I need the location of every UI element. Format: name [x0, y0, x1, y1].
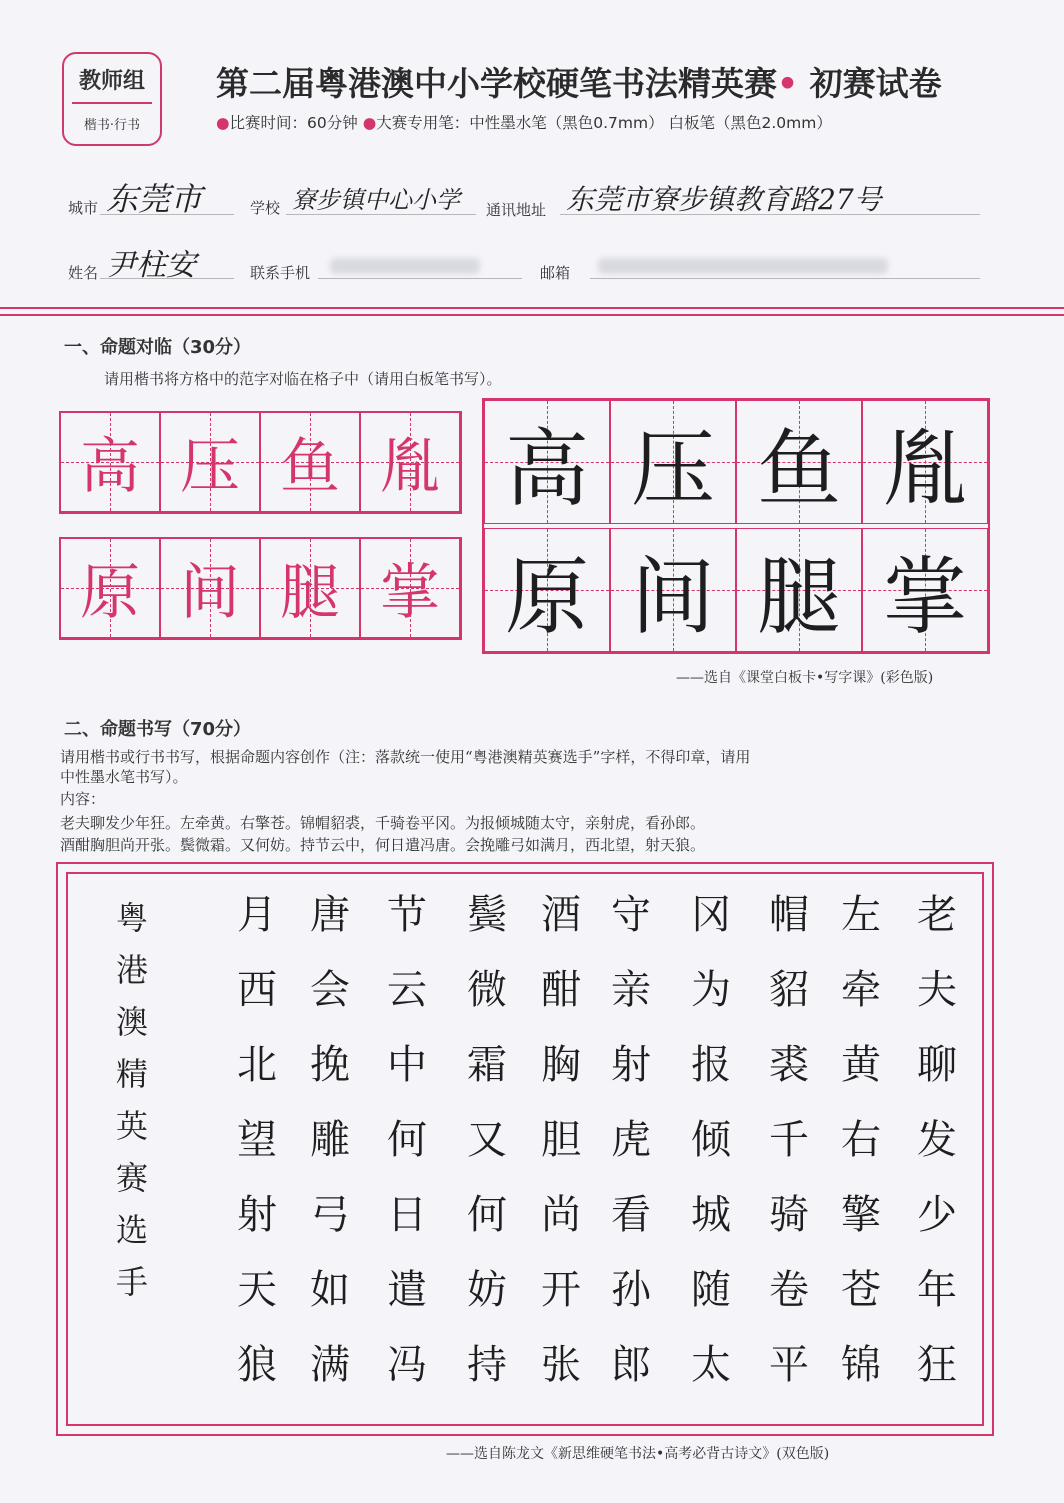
content-label: 内容： — [60, 790, 106, 808]
poem-character: 少 — [917, 1192, 957, 1238]
model-character: 胤 — [380, 432, 440, 502]
poem-character: 帽 — [769, 892, 809, 938]
poem-character: 张 — [541, 1342, 581, 1388]
bullet-icon: ● — [362, 114, 377, 132]
signature-character: 澳 — [115, 1003, 148, 1041]
model-character: 掌 — [882, 547, 967, 646]
poem-character: 尚 — [541, 1192, 581, 1238]
poem-character: 夫 — [917, 967, 957, 1013]
poem-character: 遣 — [387, 1267, 427, 1313]
title-main: 第二届粤港澳中小学校硬笔书法精英赛 — [216, 64, 777, 103]
poem-character: 郎 — [611, 1342, 651, 1388]
poem-column — [684, 878, 738, 1403]
section1-source: ——选自《课堂白板卡•写字课》(彩色版) — [676, 670, 934, 686]
poem-character: 孙 — [611, 1267, 651, 1313]
poem-line-1: 老夫聊发少年狂。左牵黄。右擎苍。锦帽貂裘，千骑卷平冈。为报倾城随太守，亲射虎，看孙郎。 — [60, 814, 706, 832]
poem-character: 月 — [237, 892, 277, 938]
poem-character: 为 — [691, 967, 731, 1013]
poem-character: 霜 — [467, 1042, 507, 1088]
poem-character: 狂 — [917, 1342, 957, 1388]
name-underline — [100, 278, 234, 279]
poem-character: 雕 — [310, 1117, 350, 1163]
poem-character: 射 — [611, 1042, 651, 1088]
pen-requirement: 大赛专用笔：中性墨水笔（黑色0.7mm） 白板笔（黑色2.0mm） — [376, 114, 832, 132]
poem-character: 卷 — [769, 1267, 809, 1313]
poem-character: 冈 — [691, 892, 731, 938]
poem-character: 牵 — [841, 967, 881, 1013]
signature-character: 选 — [115, 1211, 148, 1249]
poem-character: 报 — [691, 1042, 731, 1088]
model-character: 原 — [80, 558, 140, 628]
badge-style-label: 楷书·行书 — [83, 118, 141, 133]
badge-group-label: 教师组 — [78, 69, 145, 94]
poem-character: 微 — [467, 967, 507, 1013]
poem-character: 北 — [237, 1042, 277, 1088]
poem-character: 左 — [841, 892, 881, 938]
signature-character: 英 — [115, 1107, 148, 1145]
poem-character: 满 — [310, 1342, 350, 1388]
poem-character: 右 — [841, 1117, 881, 1163]
poem-character: 节 — [387, 892, 427, 938]
poem-character: 平 — [769, 1342, 809, 1388]
signature-character: 港 — [115, 951, 148, 989]
poem-character: 酒 — [541, 892, 581, 938]
signature-character: 赛 — [115, 1159, 148, 1197]
poem-character: 黄 — [841, 1042, 881, 1088]
poem-character: 城 — [691, 1192, 731, 1238]
model-character: 间 — [630, 547, 715, 646]
poem-character: 随 — [691, 1267, 731, 1313]
poem-character: 持 — [467, 1342, 507, 1388]
signature-character: 手 — [115, 1263, 148, 1301]
poem-character: 何 — [387, 1117, 427, 1163]
divider-rule — [0, 314, 1064, 316]
poem-character: 千 — [769, 1117, 809, 1163]
poem-character: 中 — [387, 1042, 427, 1088]
grid-frame — [482, 398, 990, 654]
poem-character: 挽 — [310, 1042, 350, 1088]
poem-character: 苍 — [841, 1267, 881, 1313]
poem-column — [460, 878, 514, 1403]
poem-character: 守 — [611, 892, 651, 938]
poem-character: 擎 — [841, 1192, 881, 1238]
poem-character: 发 — [917, 1117, 957, 1163]
section2-instruction-line1: 请用楷书或行书书写，根据命题内容创作（注：落款统一使用“粤港澳精英赛选手”字样，不得印章，请用 — [60, 748, 751, 766]
title-end: 初赛试卷 — [809, 64, 942, 103]
poem-character: 射 — [237, 1192, 277, 1238]
poem-character: 年 — [917, 1267, 957, 1313]
poem-character: 胆 — [541, 1117, 581, 1163]
signature-character: 精 — [115, 1055, 148, 1093]
poem-character: 如 — [310, 1267, 350, 1313]
title-separator: • — [777, 64, 799, 103]
model-character: 高 — [80, 432, 140, 502]
signature-column — [112, 892, 152, 1308]
model-character: 间 — [180, 558, 240, 628]
group-badge — [62, 52, 162, 146]
poem-column — [303, 878, 357, 1403]
model-character: 高 — [504, 419, 589, 518]
email-redacted — [598, 258, 888, 274]
address-field[interactable]: 东莞市寮步镇教育路27号 — [566, 183, 882, 216]
model-character: 掌 — [380, 558, 440, 628]
model-character: 压 — [180, 432, 240, 502]
model-character: 腿 — [280, 558, 340, 628]
poem-column — [380, 878, 434, 1403]
phone-underline — [318, 278, 522, 279]
city-field[interactable]: 东莞市 — [106, 180, 203, 218]
poem-character: 锦 — [841, 1342, 881, 1388]
page-title — [216, 58, 942, 105]
poem-character: 太 — [691, 1342, 731, 1388]
poem-character: 开 — [541, 1267, 581, 1313]
poem-character: 会 — [310, 967, 350, 1013]
name-label: 姓名 — [68, 264, 99, 282]
address-underline — [560, 214, 980, 215]
model-character: 腿 — [756, 547, 841, 646]
poem-character: 天 — [237, 1267, 277, 1313]
poem-column — [230, 878, 284, 1403]
address-label: 通讯地址 — [486, 201, 547, 219]
model-character: 鱼 — [756, 419, 841, 518]
name-field[interactable]: 尹柱安 — [106, 248, 196, 283]
poem-character: 又 — [467, 1117, 507, 1163]
city-label: 城市 — [68, 199, 99, 217]
poem-character: 何 — [467, 1192, 507, 1238]
section1-title: 一、命题对临（30分） — [64, 337, 252, 358]
poem-character: 老 — [917, 892, 957, 938]
school-underline — [286, 214, 476, 215]
poem-character: 西 — [237, 967, 277, 1013]
poem-character: 狼 — [237, 1342, 277, 1388]
grid-frame — [59, 537, 462, 640]
school-field[interactable]: 寮步镇中心小学 — [292, 186, 460, 214]
exam-info-line — [216, 111, 832, 133]
poem-character: 亲 — [611, 967, 651, 1013]
exam-time: 比赛时间：60分钟 — [229, 114, 358, 132]
poem-character: 貂 — [769, 967, 809, 1013]
grid-frame — [59, 411, 462, 514]
divider-rule — [0, 307, 1064, 309]
model-character: 原 — [504, 547, 589, 646]
poem-character: 弓 — [310, 1192, 350, 1238]
signature-character: 粤 — [115, 899, 148, 937]
poem-character: 看 — [611, 1192, 651, 1238]
model-character: 胤 — [882, 419, 967, 518]
poem-character: 鬓 — [467, 892, 507, 938]
email-label: 邮箱 — [540, 264, 571, 282]
poem-column — [910, 878, 964, 1403]
poem-column — [762, 878, 816, 1403]
poem-character: 倾 — [691, 1117, 731, 1163]
poem-character: 裘 — [769, 1042, 809, 1088]
poem-column — [834, 878, 888, 1403]
poem-character: 虎 — [611, 1117, 651, 1163]
poem-character: 唐 — [310, 892, 350, 938]
poem-character: 胸 — [541, 1042, 581, 1088]
poem-line-2: 酒酣胸胆尚开张。鬓微霜。又何妨。持节云中，何日遣冯唐。会挽雕弓如满月，西北望，射天狼。 — [60, 836, 706, 854]
section2-title: 二、命题书写（70分） — [64, 719, 252, 740]
model-character: 鱼 — [280, 432, 340, 502]
section1-instruction: 请用楷书将方格中的范字对临在格子中（请用白板笔书写）。 — [104, 370, 502, 388]
poem-character: 望 — [237, 1117, 277, 1163]
section2-source: ——选自陈龙文《新思维硬笔书法•高考必背古诗文》(双色版) — [446, 1446, 830, 1462]
email-underline — [590, 278, 980, 279]
section2-instruction-line2: 中性墨水笔书写）。 — [60, 768, 188, 786]
city-underline — [100, 214, 234, 215]
poem-column — [534, 878, 588, 1403]
bullet-icon: ● — [216, 114, 230, 132]
poem-character: 酣 — [541, 967, 581, 1013]
poem-character: 聊 — [917, 1042, 957, 1088]
badge-divider — [72, 102, 152, 104]
poem-column — [604, 878, 658, 1403]
model-character: 压 — [630, 419, 715, 518]
poem-character: 骑 — [769, 1192, 809, 1238]
poem-character: 妨 — [467, 1267, 507, 1313]
poem-character: 冯 — [387, 1342, 427, 1388]
phone-label: 联系手机 — [250, 264, 311, 282]
poem-character: 日 — [387, 1192, 427, 1238]
poem-character: 云 — [387, 967, 427, 1013]
school-label: 学校 — [250, 199, 281, 217]
phone-redacted — [330, 258, 480, 274]
